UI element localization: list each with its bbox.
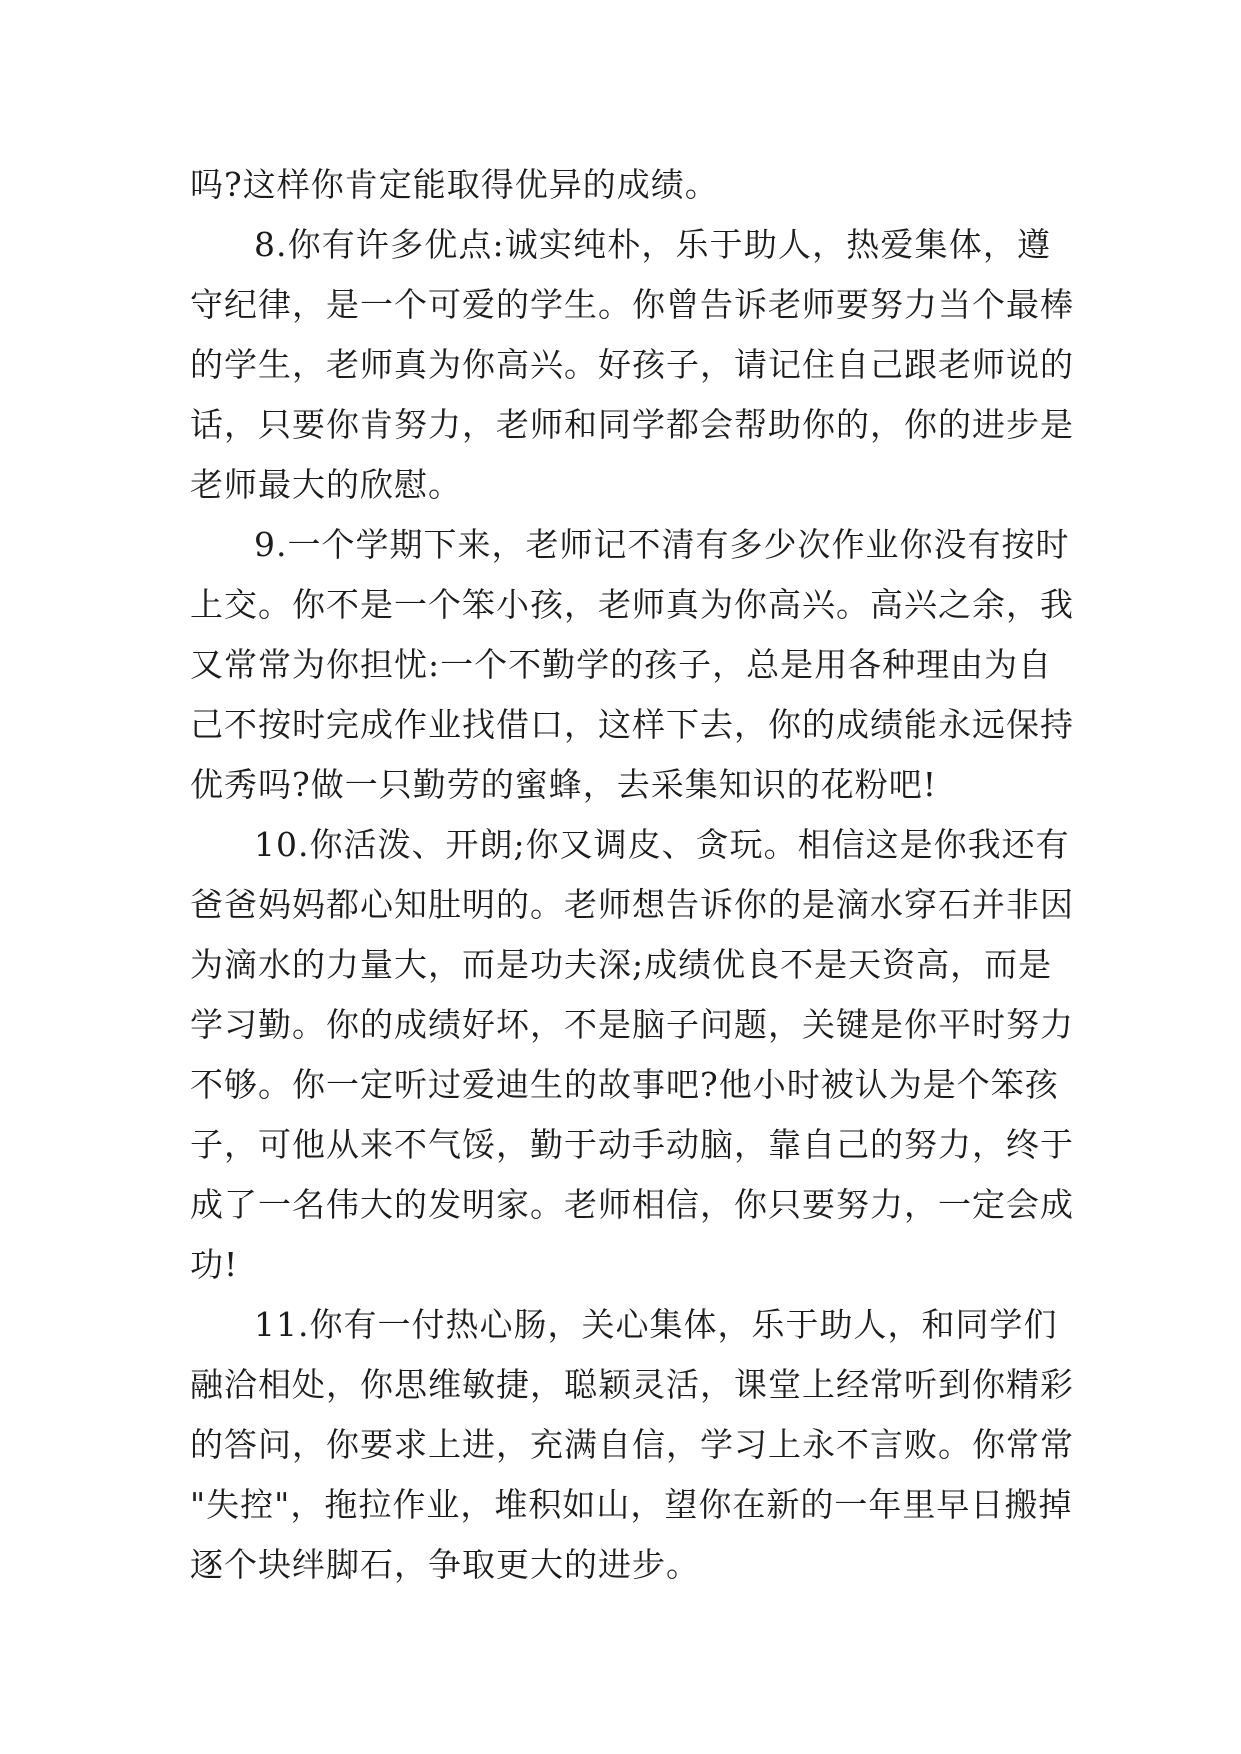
paragraph-8-line-1: 8.你有许多优点:诚实纯朴，乐于助人，热爱集体，遵 bbox=[254, 225, 1051, 264]
paragraph-10-line-3: 为滴水的力量大，而是功夫深;成绩优良不是天资高，而是 bbox=[190, 945, 1053, 984]
paragraph-10-line-4: 学习勤。你的成绩好坏，不是脑子问题，关键是你平时努力 bbox=[190, 1005, 1074, 1044]
paragraph-9-line-5: 优秀吗?做一只勤劳的蜜蜂，去采集知识的花粉吧! bbox=[190, 765, 937, 804]
paragraph-8-line-4: 话，只要你肯努力，老师和同学都会帮助你的，你的进步是 bbox=[190, 405, 1074, 444]
paragraph-11-line-2: 融洽相处，你思维敏捷，聪颖灵活，课堂上经常听到你精彩 bbox=[190, 1365, 1074, 1404]
paragraph-11-line-5: 逐个块绊脚石，争取更大的进步。 bbox=[190, 1545, 700, 1584]
paragraph-11-line-1: 11.你有一付热心肠，关心集体，乐于助人，和同学们 bbox=[254, 1305, 1058, 1344]
paragraph-9-line-2: 上交。你不是一个笨小孩，老师真为你高兴。高兴之余，我 bbox=[190, 585, 1074, 624]
paragraph-9-line-1: 9.一个学期下来，老师记不清有多少次作业你没有按时 bbox=[254, 525, 1070, 564]
paragraph-10-line-7: 成了一名伟大的发明家。老师相信，你只要努力，一定会成 bbox=[190, 1185, 1074, 1224]
paragraph-9-line-4: 己不按时完成作业找借口，这样下去，你的成绩能永远保持 bbox=[190, 705, 1074, 744]
paragraph-10-line-8: 功! bbox=[190, 1245, 239, 1284]
paragraph-10-line-6: 子，可他从来不气馁，勤于动手动脑，靠自己的努力，终于 bbox=[190, 1125, 1074, 1164]
paragraph-10-line-5: 不够。你一定听过爱迪生的故事吧?他小时被认为是个笨孩 bbox=[190, 1065, 1059, 1104]
paragraph-10-line-2: 爸爸妈妈都心知肚明的。老师想告诉你的是滴水穿石并非因 bbox=[190, 885, 1074, 924]
text-line-1: 吗?这样你肯定能取得优异的成绩。 bbox=[190, 165, 719, 204]
paragraph-11-line-4: "失控"，拖拉作业，堆积如山，望你在新的一年里早日搬掉 bbox=[190, 1485, 1073, 1524]
paragraph-11-line-3: 的答问，你要求上进，充满自信，学习上永不言败。你常常 bbox=[190, 1425, 1074, 1464]
paragraph-8-line-5: 老师最大的欣慰。 bbox=[190, 465, 462, 504]
paragraph-10-line-1: 10.你活泼、开朗;你又调皮、贪玩。相信这是你我还有 bbox=[254, 825, 1070, 864]
paragraph-9-line-3: 又常常为你担忧:一个不勤学的孩子，总是用各种理由为自 bbox=[190, 645, 1053, 684]
paragraph-8-line-2: 守纪律，是一个可爱的学生。你曾告诉老师要努力当个最棒 bbox=[190, 285, 1074, 324]
paragraph-8-line-3: 的学生，老师真为你高兴。好孩子，请记住自己跟老师说的 bbox=[190, 345, 1074, 384]
